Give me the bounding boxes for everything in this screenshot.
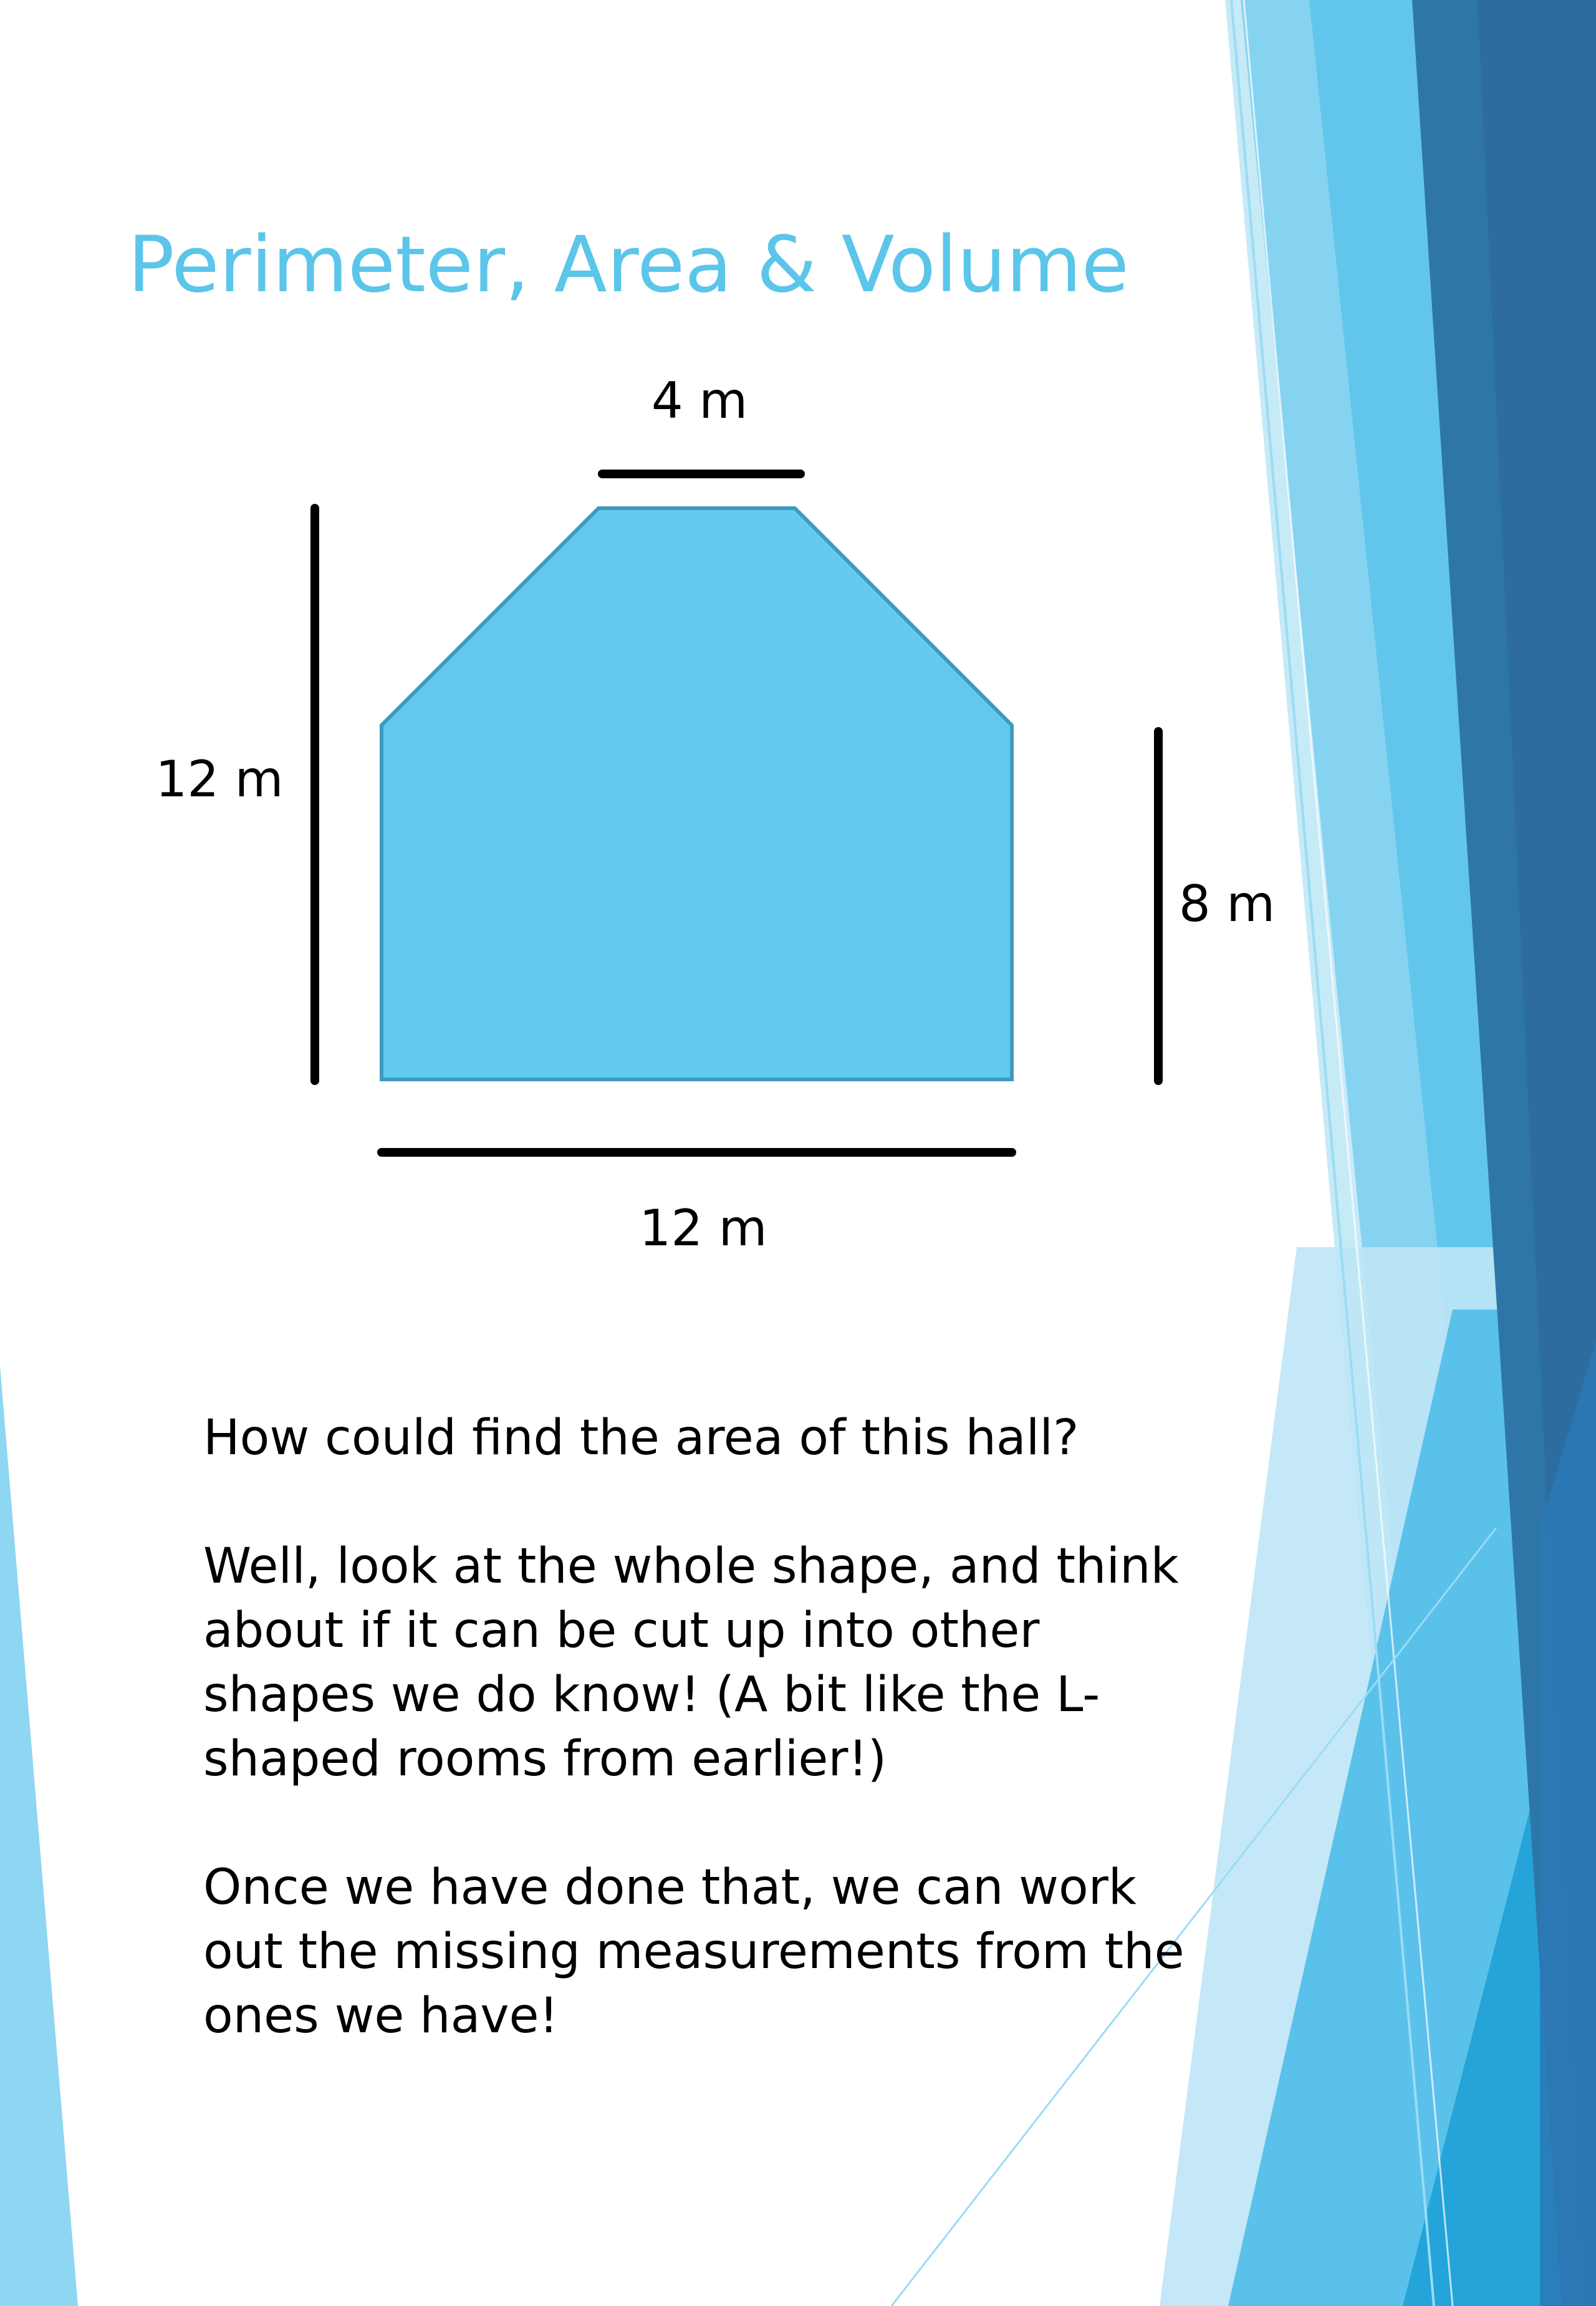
hall-shape [382,508,1012,1079]
question-text: How could find the area of this hall? [203,1410,1079,1466]
bottom-dimension-label: 12 m [639,1199,767,1257]
page-title: Perimeter, Area & Volume [128,220,1129,310]
right-dimension-label: 8 m [1178,875,1276,933]
top-dimension-label: 4 m [651,372,748,430]
left-dimension-label: 12 m [155,750,284,808]
paragraph-1: Well, look at the whole shape, and think about if it can be cut up into other shapes we do know! (A bit like the L-shaped rooms from earlier!) [203,1538,1179,1787]
paragraph-2: Once we have done that, we can work out the missing measurements from the ones we have! [203,1860,1185,2044]
body-text [203,1406,1213,2113]
